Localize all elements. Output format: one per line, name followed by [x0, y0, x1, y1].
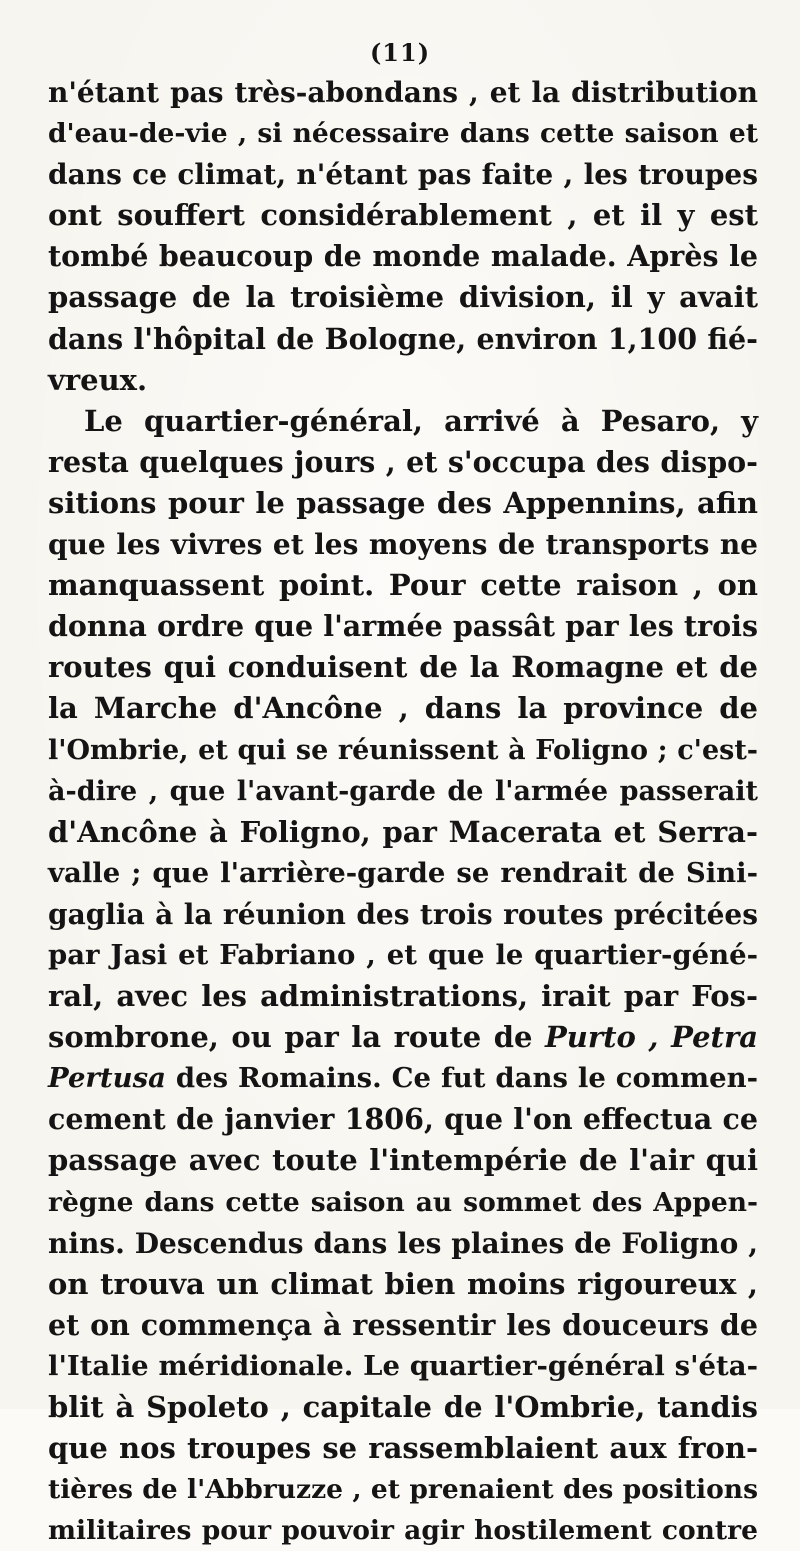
text-line [48, 771, 758, 812]
text-line [48, 442, 758, 483]
text-line [48, 483, 758, 524]
text-segment: passage avec toute l'intempérie de l'air qui [48, 1143, 758, 1178]
text-segment: sitions pour le passage des Appennins, afin [48, 485, 758, 520]
text-segment: à-dire , que l'avant-garde de l'armée passerait [48, 775, 758, 807]
text-segment: d'Ancône à Foligno, par Macerata et Serra- [48, 814, 758, 849]
text-segment: d'eau-de-vie , si nécessaire dans cette saison et [48, 118, 758, 150]
text-line [48, 688, 758, 729]
text-segment: on trouva un climat bien moins rigoureux , [48, 1266, 758, 1301]
text-line [48, 812, 758, 853]
text-line [48, 113, 758, 154]
text-segment: routes qui conduisent de la Romagne et de [48, 650, 758, 685]
italic-text-segment: Purto , Petra [544, 1020, 759, 1055]
text-segment: l'Italie méridionale. Le quartier-général s'éta- [48, 1349, 758, 1382]
text-segment: dans l'hôpital de Bologne, environ 1,100 fié- [48, 321, 758, 356]
text-line [48, 647, 758, 688]
text-line [48, 1058, 758, 1099]
text-segment: par Jasi et Fabriano , et que le quartier-géné- [48, 938, 758, 971]
text-segment: et on commença à ressentir les douceurs de [48, 1307, 758, 1342]
text-line [48, 1140, 758, 1181]
text-segment: règne dans cette saison au sommet des Appen- [48, 1186, 758, 1218]
text-segment: resta quelques jours , et s'occupa des dispo- [48, 444, 758, 479]
text-line [48, 154, 758, 195]
text-segment: que nos troupes se rassemblaient aux fron- [48, 1431, 758, 1466]
text-segment: ral, avec les administrations, irait par Fos- [48, 979, 758, 1014]
text-line [48, 1223, 758, 1264]
text-line [48, 1305, 758, 1346]
text-line [48, 72, 758, 113]
text-line [48, 236, 758, 277]
text-segment: Le quartier-général, arrivé à Pesaro, y [84, 403, 758, 438]
text-line [48, 319, 758, 360]
text-line [48, 1099, 758, 1140]
text-segment: blit à Spoleto , capitale de l'Ombrie, tandis [48, 1390, 758, 1424]
text-line [48, 524, 758, 565]
text-line [48, 935, 758, 976]
text-line [48, 1017, 758, 1058]
text-line [48, 360, 758, 401]
text-line [48, 894, 758, 935]
text-segment: vreux. [48, 362, 148, 397]
text-line [48, 976, 758, 1017]
text-line [48, 1182, 758, 1223]
text-segment: l'Ombrie, et qui se réunissent à Foligno ; c'est- [48, 734, 758, 766]
text-segment: passage de la troisième division, il y avait [48, 280, 758, 315]
text-segment: la Marche d'Ancône , dans la province de [48, 691, 758, 726]
text-line [48, 1387, 758, 1428]
text-segment: n'étant pas très-abondans , et la distribution [48, 76, 758, 109]
text-segment: sombrone, ou par la route de [48, 1020, 545, 1055]
text-line [48, 853, 758, 894]
text-segment: nins. Descendus dans les plaines de Foligno , [48, 1226, 758, 1260]
text-segment: manquassent point. Pour cette raison , on [48, 568, 758, 603]
text-segment: gaglia à la réunion des trois routes précitées [48, 897, 758, 931]
text-segment: tières de l'Abbruzze , et prenaient des positions [48, 1474, 758, 1506]
text-line [48, 565, 758, 606]
text-line [48, 277, 758, 318]
text-line [48, 1428, 758, 1469]
text-segment: ont souffert considérablement , et il y est [48, 198, 758, 233]
text-segment: dans ce climat, n'étant pas faite , les troupes [48, 158, 758, 192]
body-text [48, 72, 758, 1551]
text-segment: cement de janvier 1806, que l'on effectua ce [48, 1102, 758, 1137]
text-line [48, 730, 758, 771]
text-segment: des Romains. Ce fut dans le commen- [165, 1062, 758, 1095]
text-line [48, 195, 758, 236]
text-line [48, 401, 758, 442]
text-line [48, 1346, 758, 1387]
text-line [48, 1510, 758, 1551]
text-segment: tombé beaucoup de monde malade. Après le [48, 239, 758, 274]
text-line [48, 606, 758, 647]
page-number: (11) [369, 38, 431, 67]
text-segment: que les vivres et les moyens de transports ne [48, 528, 758, 562]
italic-text-segment: Pertusa [48, 1062, 166, 1095]
text-segment: militaires pour pouvoir agir hostilement contre [48, 1515, 758, 1547]
text-line [48, 1264, 758, 1305]
text-line [48, 1469, 758, 1510]
text-segment: valle ; que l'arrière-garde se rendrait de Sini- [48, 856, 758, 889]
text-segment: donna ordre que l'armée passât par les trois [48, 609, 758, 644]
